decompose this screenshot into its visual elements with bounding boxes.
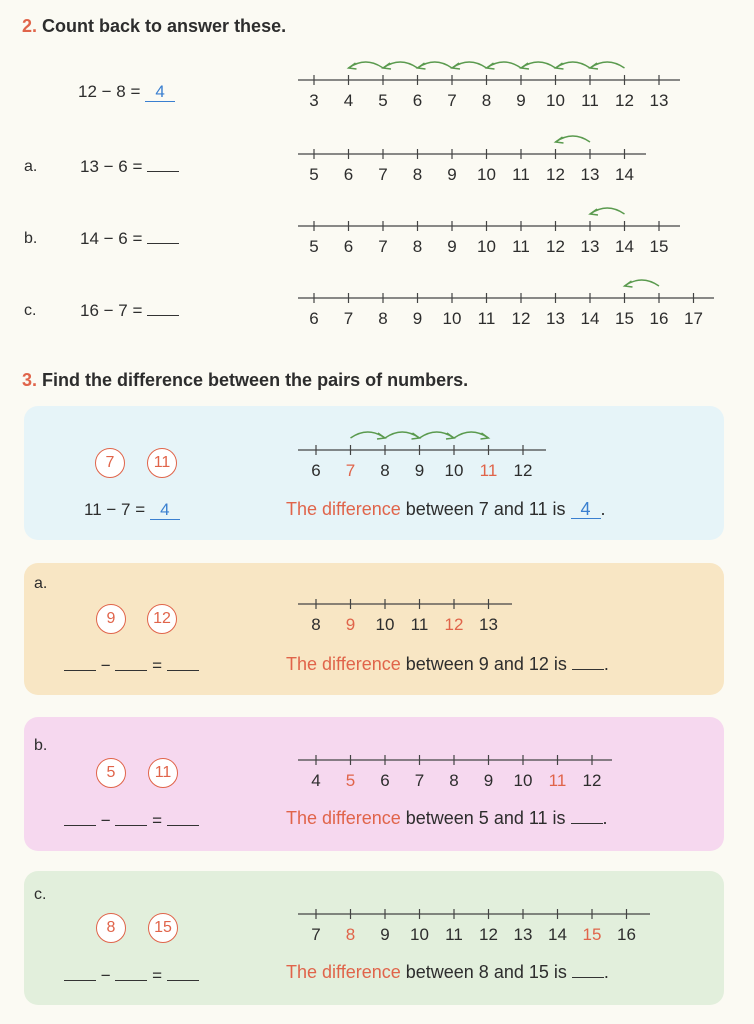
tick-label: 17: [684, 309, 703, 328]
equation-text: 13 − 6 =: [80, 157, 148, 176]
count-back-arrows: [590, 208, 625, 215]
tick-label: 7: [378, 165, 388, 184]
number-circle: 11: [147, 448, 177, 478]
tick-label: 11: [512, 237, 530, 256]
example-equation: [84, 500, 180, 520]
number-circle: 5: [96, 758, 126, 788]
tick-label: 10: [442, 309, 462, 328]
sentence-text: between 5 and 11 is: [400, 808, 571, 828]
number-line: [290, 200, 690, 266]
section-number: 3.: [22, 370, 38, 390]
tick-label: 6: [309, 309, 319, 328]
subtrahend-blank[interactable]: [115, 656, 147, 671]
arrow-head: [590, 209, 598, 215]
tick-label: 12: [546, 237, 565, 256]
tick-label: 11: [445, 925, 463, 944]
count-back-arrows: [625, 280, 660, 287]
answer-value: 4: [571, 500, 601, 519]
arrow-head: [590, 63, 598, 69]
tick-label: 12: [615, 91, 634, 110]
number-circle: 11: [148, 758, 178, 788]
difference-sentence: [286, 499, 606, 520]
tick-label: 8: [449, 771, 459, 790]
tick-label: 5: [309, 237, 319, 256]
tick-label: 10: [513, 771, 533, 790]
highlight-text: The difference: [286, 654, 401, 674]
count-back-arrows: [556, 136, 591, 143]
arrow-head: [349, 63, 357, 69]
difference-sentence: [286, 808, 608, 829]
tick-label: 10: [546, 91, 565, 110]
tick-label: 9: [516, 91, 526, 110]
count-on-arrows: [351, 432, 489, 439]
section-title: Find the difference between the pairs of numbers.: [42, 370, 469, 390]
tick-label: 13: [649, 91, 669, 110]
sentence-text: between 9 and 12 is: [400, 654, 572, 674]
number-line: [290, 272, 720, 338]
count-back-arrows: [349, 62, 625, 69]
minus-sign: −: [100, 966, 111, 985]
arrow-head: [377, 433, 385, 439]
section-3-heading: [22, 370, 468, 391]
equals-sign: =: [152, 811, 163, 830]
item-label: b.: [34, 737, 48, 754]
tick-label: 7: [447, 91, 457, 110]
number-line: [290, 128, 690, 194]
sentence-end: .: [602, 808, 608, 828]
tick-label: 5: [378, 91, 388, 110]
item-label: a.: [34, 575, 48, 592]
equation-text: 16 − 7 =: [80, 301, 148, 320]
tick-label: 12: [546, 165, 565, 184]
number-line: [290, 418, 560, 488]
sentence-text: between 7 and 11 is: [400, 499, 571, 519]
arrow-head: [418, 63, 426, 69]
tick-label: 5: [345, 771, 356, 790]
equals-sign: =: [152, 656, 163, 675]
arrow-head: [412, 433, 420, 439]
tick-label: 8: [412, 165, 423, 184]
tick-label: 11: [479, 461, 498, 480]
item-label: c.: [34, 886, 47, 903]
sentence-text: between 8 and 15 is: [400, 962, 572, 982]
tick-label: 16: [649, 309, 669, 328]
tick-label: 12: [582, 771, 602, 790]
tick-label: 10: [410, 925, 429, 944]
minuend-blank[interactable]: [64, 966, 96, 981]
equation: [80, 301, 179, 321]
number-line: [290, 586, 530, 646]
tick-label: 9: [345, 615, 356, 634]
difference-equation: [64, 811, 199, 831]
tick-label: 6: [380, 771, 390, 790]
tick-label: 14: [615, 237, 634, 256]
tick-label: 9: [414, 461, 425, 480]
tick-label: 9: [380, 925, 390, 944]
tick-label: 14: [580, 309, 600, 328]
arrow-head: [625, 281, 633, 287]
tick-label: 11: [581, 91, 599, 110]
subtrahend-blank[interactable]: [115, 966, 147, 981]
highlight-text: The difference: [286, 962, 401, 982]
tick-label: 11: [477, 309, 496, 328]
tick-label: 3: [309, 91, 319, 110]
tick-label: 6: [343, 165, 354, 184]
sentence-end: .: [603, 654, 609, 674]
arrow-head: [521, 63, 529, 69]
equals-sign: =: [152, 966, 163, 985]
answer-blank[interactable]: [572, 655, 604, 670]
number-circle: 8: [96, 913, 126, 943]
minuend-blank[interactable]: [64, 656, 96, 671]
difference-sentence: [286, 654, 609, 675]
tick-label: 13: [546, 309, 565, 328]
tick-label: 12: [479, 925, 498, 944]
difference-equation: [64, 966, 199, 986]
tick-label: 13: [580, 165, 600, 184]
tick-label: 7: [345, 461, 356, 480]
row-label: c.: [24, 302, 37, 319]
tick-label: 6: [343, 237, 354, 256]
tick-label: 15: [582, 925, 602, 944]
minus-sign: −: [100, 811, 111, 830]
tick-label: 14: [615, 165, 634, 184]
number-circle: 9: [96, 604, 126, 634]
tick-label: 11: [512, 165, 530, 184]
tick-label: 12: [444, 615, 464, 634]
tick-label: 11: [548, 771, 567, 790]
equation-text: 12 − 8 =: [78, 82, 146, 101]
tick-label: 8: [311, 615, 321, 634]
tick-label: 8: [481, 91, 492, 110]
equation-text: 11 − 7 =: [84, 500, 150, 519]
section-number: 2.: [22, 16, 38, 36]
minus-sign: −: [100, 656, 111, 675]
tick-label: 10: [477, 165, 496, 184]
tick-label: 11: [410, 615, 429, 634]
subtrahend-blank[interactable]: [115, 811, 147, 826]
tick-label: 12: [513, 461, 533, 480]
tick-label: 13: [479, 615, 498, 634]
tick-label: 6: [412, 91, 423, 110]
tick-label: 4: [343, 91, 354, 110]
difference-sentence: [286, 962, 609, 983]
section-title: Count back to answer these.: [42, 16, 287, 36]
tick-label: 7: [378, 237, 388, 256]
sentence-end: .: [600, 499, 606, 519]
answer-value: 4: [150, 501, 180, 520]
equation: [80, 157, 179, 177]
tick-label: 16: [617, 925, 636, 944]
tick-label: 7: [343, 309, 354, 328]
number-line: [290, 52, 690, 122]
tick-label: 9: [447, 237, 457, 256]
tick-label: 7: [414, 771, 425, 790]
highlight-text: The difference: [286, 499, 401, 519]
arrow-head: [487, 63, 495, 69]
tick-label: 12: [511, 309, 531, 328]
minuend-blank[interactable]: [64, 811, 96, 826]
number-line: [290, 896, 660, 956]
number-circle: 7: [95, 448, 125, 478]
answer-blank[interactable]: [167, 656, 199, 671]
tick-label: 13: [513, 925, 533, 944]
section-2-heading: [22, 16, 286, 37]
tick-label: 8: [380, 461, 390, 480]
answer-blank[interactable]: [572, 963, 604, 978]
number-circle: 12: [147, 604, 177, 634]
tick-label: 6: [311, 461, 321, 480]
arrow-head: [556, 137, 564, 143]
arrow-head: [556, 63, 564, 69]
tick-label: 15: [649, 237, 669, 256]
tick-label: 9: [483, 771, 494, 790]
tick-label: 15: [615, 309, 634, 328]
arrow-head: [383, 63, 391, 69]
answer-blank[interactable]: [147, 301, 179, 316]
arrow-head: [452, 63, 460, 69]
answer-blank[interactable]: [167, 811, 199, 826]
tick-label: 10: [375, 615, 395, 634]
answer-blank[interactable]: [147, 157, 179, 172]
row-label: a.: [24, 158, 38, 175]
tick-label: 8: [412, 237, 423, 256]
equation: [80, 229, 179, 249]
tick-label: 10: [477, 237, 496, 256]
number-circle: 15: [148, 913, 178, 943]
answer-blank[interactable]: [571, 809, 603, 824]
answer-blank[interactable]: [147, 229, 179, 244]
tick-label: 8: [378, 309, 388, 328]
tick-label: 5: [309, 165, 319, 184]
tick-label: 8: [345, 925, 356, 944]
difference-equation: [64, 656, 199, 676]
answer-blank[interactable]: [167, 966, 199, 981]
tick-label: 9: [412, 309, 423, 328]
tick-label: 13: [580, 237, 600, 256]
highlight-text: The difference: [286, 808, 401, 828]
answer-value: 4: [145, 83, 175, 102]
row-label: b.: [24, 230, 38, 247]
tick-label: 10: [444, 461, 464, 480]
arrow-head: [446, 433, 454, 439]
tick-label: 7: [311, 925, 321, 944]
equation-text: 14 − 6 =: [80, 229, 148, 248]
arrow-head: [481, 433, 489, 439]
tick-label: 4: [311, 771, 321, 790]
number-line: [290, 742, 620, 802]
example-equation: [78, 82, 175, 102]
tick-label: 14: [548, 925, 567, 944]
sentence-end: .: [603, 962, 609, 982]
tick-label: 9: [447, 165, 457, 184]
